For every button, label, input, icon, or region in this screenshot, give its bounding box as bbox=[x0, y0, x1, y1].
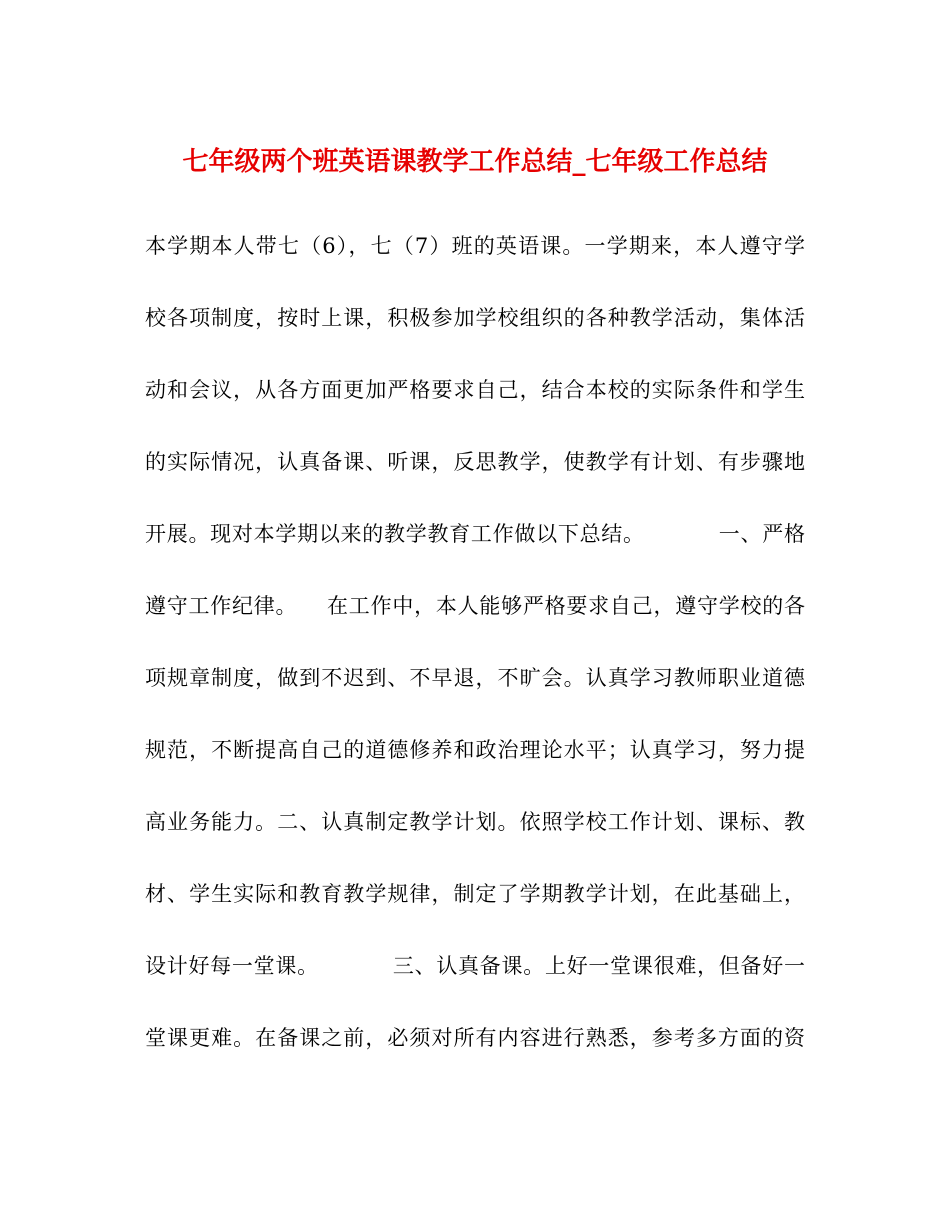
body-line-12: 堂课更难。在备课之前，必须对所有内容进行熟悉，参考多方面的资 bbox=[145, 1026, 805, 1050]
body-line-1: 本学期本人带七（6），七（7）班的英语课。一学期来，本人遵守学 bbox=[145, 234, 805, 258]
body-line-2: 校各项制度，按时上课，积极参加学校组织的各种教学活动，集体活 bbox=[145, 306, 805, 330]
body-line-8: 规范，不断提高自己的道德修养和政治理论水平；认真学习，努力提 bbox=[145, 738, 805, 762]
body-line-7: 项规章制度，做到不迟到、不早退，不旷会。认真学习教师职业道德 bbox=[145, 666, 805, 690]
document-title: 七年级两个班英语课教学工作总结_七年级工作总结 bbox=[182, 147, 768, 177]
body-line-11: 设计好每一堂课。 三、认真备课。上好一堂课很难，但备好一 bbox=[145, 954, 805, 978]
body-line-10: 材、学生实际和教育教学规律，制定了学期教学计划，在此基础上， bbox=[145, 882, 805, 906]
body-line-5: 开展。现对本学期以来的教学教育工作做以下总结。 一、严格 bbox=[145, 522, 805, 546]
document-body bbox=[145, 228, 815, 1092]
body-line-3: 动和会议，从各方面更加严格要求自己，结合本校的实际条件和学生 bbox=[145, 378, 805, 402]
body-line-6: 遵守工作纪律。 在工作中，本人能够严格要求自己，遵守学校的各 bbox=[145, 594, 805, 618]
body-line-9: 高业务能力。二、认真制定教学计划。依照学校工作计划、课标、教 bbox=[145, 810, 805, 834]
body-line-4: 的实际情况，认真备课、听课，反思教学，使教学有计划、有步骤地 bbox=[145, 450, 805, 474]
